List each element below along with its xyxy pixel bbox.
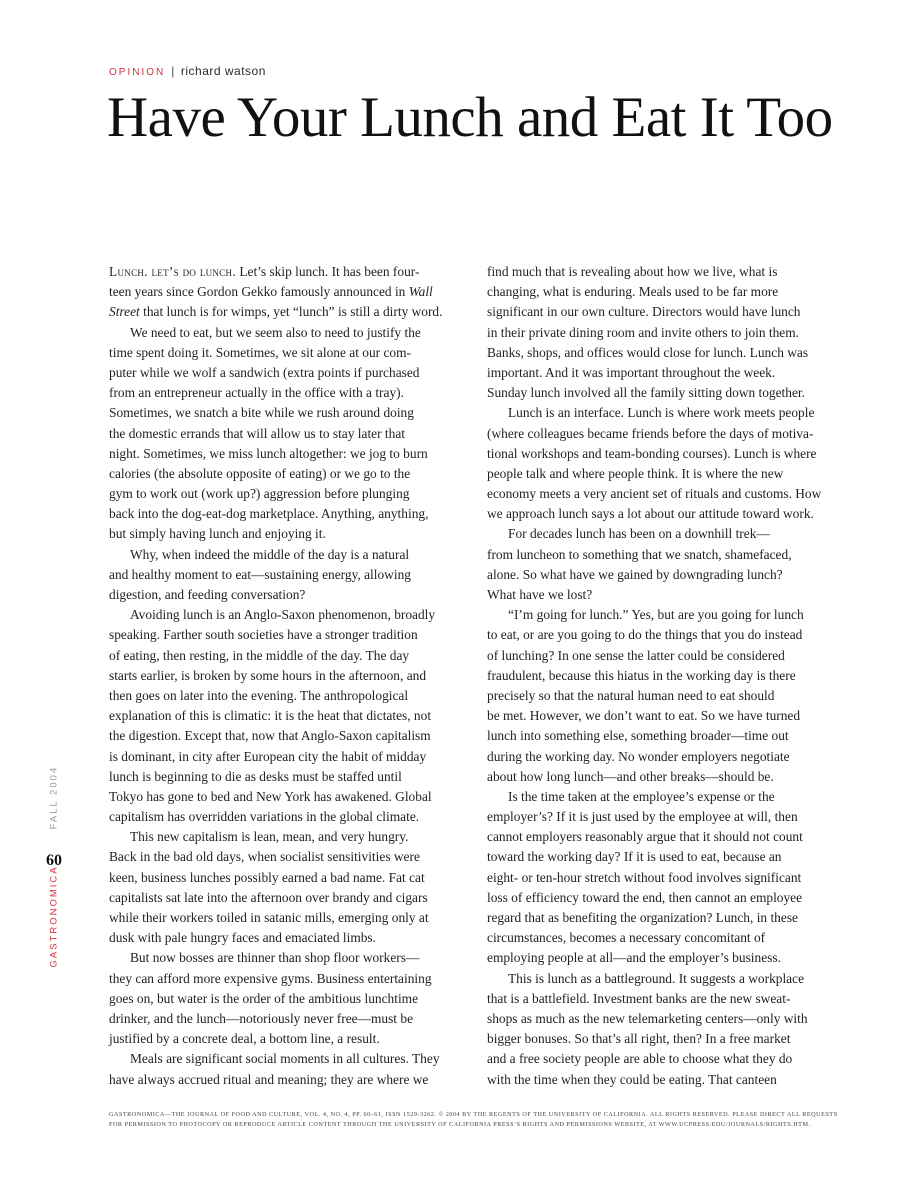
text-line: with the time when they could be eating. That canteen [487,1071,777,1087]
text-line: Sometimes, we snatch a bite while we rush around doing [109,405,414,421]
text-line: gym to work out (work up?) aggression before plunging [109,486,410,502]
text-line: But now bosses are thinner than shop floor workers— [130,950,420,966]
text-line: Lunch is an interface. Lunch is where work meets people [508,405,815,421]
text-line [109,282,461,302]
text-line: capitalists sat late into the afternoon over brandy and cigars [109,889,428,905]
text-line: then goes on later into the evening. The anthropological [109,687,409,703]
text-line: during the working day. No wonder employers negotiate [487,748,790,764]
text-line: have always accrued ritual and meaning; they are where we [109,1071,429,1087]
text-line: circumstances, becomes a necessary concomitant of [487,930,766,946]
text-line: people talk and where people think. It is where the new [487,465,784,481]
text-span: that lunch is for wimps, yet “lunch” is still a dirty word. [139,304,443,320]
text-line: precisely so that the natural human need to eat should [487,687,775,703]
text-line [109,302,461,322]
text-line: regard that as benefiting the organization? Lunch, in these [487,910,798,925]
text-line: the domestic errands that will allow us to stay later that [109,425,406,441]
lead-in-smallcaps: Lunch. let’s do lunch. [109,264,236,279]
text-line: Sunday lunch involved all the family sitting down together. [487,385,805,401]
text-line: starts earlier, is broken by some hours in the afternoon, and [109,667,427,683]
text-line: eight- or ten-hour stretch without food involves significant [487,869,802,885]
text-line: from luncheon to something that we snatch, shamefaced, [487,546,792,562]
text-span: teen years since Gordon Gekko famously announced in [109,284,409,300]
journal-name: GASTRONOMICA [48,865,60,968]
text-line: shops as much as the new telemarketing centers—only with [487,1010,808,1026]
text-line: lunch is beginning to die as desks must be staffed until [109,768,402,784]
text-line: the digestion. Except that, now that Anglo-Saxon capitalism [109,728,431,744]
italic-title: Street [109,304,140,320]
text-line: employer’s? If it is just used by the employee at will, then [487,809,798,825]
text-line: alone. So what have we gained by downgrading lunch? [487,566,783,582]
text-line: but simply having lunch and enjoying it. [109,526,326,542]
text-line: speaking. Farther south societies have a stronger tradition [109,627,418,643]
text-line: Tokyo has gone to bed and New York has awakened. Global [109,788,432,804]
text-line: about how long lunch—and other breaks—should be. [487,768,774,784]
text-line: puter while we wolf a sandwich (extra points if purchased [109,364,420,380]
text-line: we approach lunch says a lot about our attitude toward work. [487,506,814,522]
footer-line: FOR PERMISSION TO PHOTOCOPY OR REPRODUCE ARTICLE CONTENT THROUGH THE UNIVERSITY OF CALIFORNIA PRESS’S RIGHTS AND PERMISSIONS WEBSITE, AT WWW.UCPRESS.EDU/JOURNALS/RIGHTS.HTM. [109,1120,811,1128]
text-line: drinker, and the lunch—notoriously never free—must be [109,1010,414,1026]
text-line: Is the time taken at the employee’s expense or the [508,788,775,804]
article-title: Have Your Lunch and Eat It Too [107,86,833,149]
text-line: lunch into something else, something broader—time out [487,728,789,744]
text-line: find much that is revealing about how we live, what is [487,264,778,279]
text-line: while their workers toiled in satanic mills, emerging only at [109,910,429,925]
text-line: significant in our own culture. Directors would have lunch [487,304,801,320]
text-line: from an entrepreneur actually in the office with a tray). [109,385,404,401]
text-line: economy meets a very ancient set of rituals and customs. How [487,486,822,502]
text-line: Banks, shops, and offices would close for lunch. Lunch was [487,344,809,360]
text-line: Why, when indeed the middle of the day is a natural [130,546,410,562]
text-line: digestion, and feeding conversation? [109,587,306,602]
text-line: justified by a concrete deal, a bottom line, a result. [109,1031,380,1047]
text-line: Meals are significant social moments in all cultures. They [130,1051,440,1067]
text-line: For decades lunch has been on a downhill trek— [508,526,770,542]
text-line: We need to eat, but we seem also to need to justify the [130,324,421,340]
text-line: important. And it was important throughout the week. [487,364,776,380]
copyright-footer [109,1110,837,1129]
text-line: bigger bonuses. So that’s all right, then? In a free market [487,1031,791,1047]
text-line: fraudulent, because this hiatus in the working day is there [487,667,796,683]
body-column-left [109,262,461,1090]
page-number: 60 [46,852,62,869]
text-line: calories (the absolute opposite of eating) or we go to the [109,465,411,481]
text-line: in their private dining room and invite others to join them. [487,324,800,340]
text-line: employing people at all—and the employer’s business. [487,950,781,966]
kicker-separator: | [171,64,175,78]
text-span: Let’s skip lunch. It has been four- [235,264,420,279]
body-column-right [487,262,837,1090]
text-line: capitalism has overridden variations in the global climate. [109,809,420,825]
author-name: richard watson [180,64,266,78]
italic-title: Wall [408,284,433,300]
text-line: This new capitalism is lean, mean, and very hungry. [130,829,409,845]
text-line: “I’m going for lunch.” Yes, but are you going for lunch [508,607,804,623]
text-line: loss of efficiency toward the end, then cannot an employee [487,889,803,905]
text-line: changing, what is enduring. Meals used to be far more [487,284,779,300]
sidebar-running-head [47,765,61,975]
text-line: that is a battlefield. Investment banks are the new sweat- [487,990,791,1006]
text-line: This is lunch as a battleground. It suggests a workplace [508,970,805,986]
article-kicker [109,64,266,78]
text-line: goes on, but water is the order of the ambitious lunchtime [109,990,419,1006]
text-line: to eat, or are you going to do the things that you do instead [487,627,803,643]
issue-season: FALL 2004 [48,765,60,830]
text-line: they can afford more expensive gyms. Business entertaining [109,970,432,986]
section-label: OPINION [109,67,166,78]
text-line: is dominant, in city after European city the habit of midday [109,748,427,764]
text-line: be met. However, we don’t want to eat. So we have turned [487,708,801,724]
text-line: Back in the bad old days, when socialist sensitivities were [109,849,420,865]
text-line: toward the working day? If it is used to eat, because an [487,849,782,865]
footer-line: GASTRONOMICA—THE JOURNAL OF FOOD AND CULTURE, VOL. 4, NO. 4, PP. 60–61, ISSN 1529-3262. © 2004 BY THE REGENTS OF THE UNIVERSITY OF CALIFORNIA. ALL RIGHTS RESERVED. PLEASE DIRECT ALL REQUESTS [109,1111,838,1118]
text-line: and healthy moment to eat—sustaining energy, allowing [109,566,411,582]
text-line: explanation of this is climatic: it is the heat that dictates, not [109,708,432,724]
text-line [109,262,461,282]
text-line: of eating, then resting, in the middle of the day. The day [109,647,410,663]
text-line: tional workshops and team-bonding courses). Lunch is where [487,445,817,461]
text-line: time spent doing it. Sometimes, we sit alone at our com- [109,344,411,360]
text-line: night. Sometimes, we miss lunch altogether: we jog to burn [109,445,428,461]
text-line: back into the dog-eat-dog marketplace. Anything, anything, [109,506,429,522]
text-line: cannot employers reasonably argue that it should not count [487,829,803,845]
text-line: What have we lost? [487,587,593,602]
text-line: (where colleagues became friends before the days of motiva- [487,425,814,441]
text-line: and a free society people are able to choose what they do [487,1051,793,1067]
text-line: of lunching? In one sense the latter could be considered [487,647,785,663]
text-line: keen, business lunches possibly earned a bad name. Fat cat [109,869,425,885]
text-line: Avoiding lunch is an Anglo-Saxon phenomenon, broadly [130,607,436,623]
text-line: dusk with pale hungry faces and emaciated limbs. [109,930,376,946]
